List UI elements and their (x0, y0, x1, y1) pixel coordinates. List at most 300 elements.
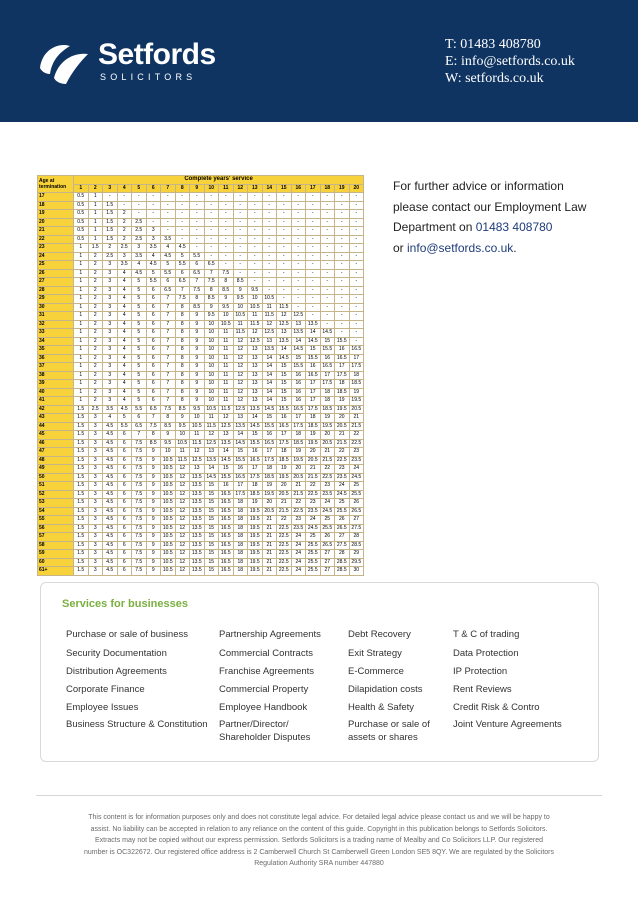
weeks-cell: 12 (219, 414, 234, 423)
weeks-cell: 6 (117, 482, 132, 491)
weeks-cell: 3 (88, 541, 103, 550)
weeks-cell: 12 (175, 533, 190, 542)
weeks-cell: 14.5 (291, 346, 306, 355)
weeks-cell: - (262, 193, 277, 202)
weeks-cell: 7 (161, 363, 176, 372)
weeks-cell: 7.5 (132, 516, 147, 525)
weeks-cell: - (262, 244, 277, 253)
weeks-cell: - (277, 278, 292, 287)
weeks-cell: 5 (132, 278, 147, 287)
weeks-cell: - (219, 227, 234, 236)
weeks-cell: 9.5 (219, 303, 234, 312)
weeks-cell: 3 (103, 261, 118, 270)
weeks-cell: - (204, 201, 219, 210)
weeks-cell: 4 (117, 388, 132, 397)
weeks-cell: 7.5 (132, 541, 147, 550)
weeks-cell: 6 (117, 465, 132, 474)
weeks-cell: 24 (291, 541, 306, 550)
weeks-cell: 13 (190, 465, 205, 474)
weeks-cell: 14.5 (204, 473, 219, 482)
weeks-cell: 27 (320, 567, 335, 576)
table-row (38, 388, 364, 397)
weeks-cell: 22.5 (277, 567, 292, 576)
weeks-cell: 10.5 (161, 541, 176, 550)
weeks-cell: 1 (74, 329, 89, 338)
weeks-cell: - (335, 244, 350, 253)
weeks-cell: - (277, 227, 292, 236)
table-row (38, 210, 364, 219)
weeks-cell: - (291, 252, 306, 261)
weeks-cell: - (161, 201, 176, 210)
weeks-cell: 12 (175, 499, 190, 508)
weeks-cell: - (335, 329, 350, 338)
weeks-cell: - (161, 210, 176, 219)
weeks-cell: 3 (88, 516, 103, 525)
year-header: 20 (349, 184, 364, 193)
weeks-cell: 16.5 (219, 507, 234, 516)
weeks-cell: - (349, 329, 364, 338)
weeks-cell: 22 (335, 448, 350, 457)
weeks-cell: 3 (88, 456, 103, 465)
weeks-cell: 16 (291, 388, 306, 397)
table-row (38, 346, 364, 355)
weeks-cell: 3 (88, 448, 103, 457)
service-item: IP Protection (453, 666, 508, 677)
weeks-cell: 1.5 (103, 201, 118, 210)
weeks-cell: 18.5 (335, 388, 350, 397)
weeks-cell: - (335, 286, 350, 295)
weeks-cell: 24 (320, 499, 335, 508)
weeks-cell: 3 (88, 422, 103, 431)
weeks-cell: 6 (146, 320, 161, 329)
weeks-cell: - (262, 278, 277, 287)
advice-line1: For further advice or information (393, 179, 564, 193)
weeks-cell: 20.5 (335, 422, 350, 431)
weeks-cell: 3 (88, 507, 103, 516)
weeks-cell: 9 (175, 414, 190, 423)
advice-line3 (393, 217, 633, 238)
weeks-cell: 14.5 (306, 337, 321, 346)
weeks-cell: 13.5 (190, 558, 205, 567)
weeks-cell: 0.5 (74, 201, 89, 210)
weeks-cell: 11 (190, 431, 205, 440)
weeks-cell: 12 (233, 371, 248, 380)
weeks-cell: 18.5 (248, 490, 263, 499)
weeks-cell: 11.5 (248, 320, 263, 329)
year-header: 7 (161, 184, 176, 193)
weeks-cell: 3 (103, 269, 118, 278)
weeks-cell: - (291, 244, 306, 253)
weeks-cell: 12.5 (248, 337, 263, 346)
weeks-cell: 15.5 (320, 346, 335, 355)
weeks-cell: 1.5 (74, 533, 89, 542)
weeks-cell: 2.5 (117, 244, 132, 253)
weeks-cell: - (335, 320, 350, 329)
weeks-cell: 6 (146, 312, 161, 321)
weeks-cell: 12 (233, 397, 248, 406)
weeks-cell: 22.5 (291, 507, 306, 516)
weeks-cell: 1 (74, 397, 89, 406)
weeks-cell: 2 (117, 227, 132, 236)
weeks-cell: - (320, 269, 335, 278)
weeks-cell: - (103, 193, 118, 202)
weeks-cell: 2 (117, 235, 132, 244)
services-title: Services for businesses (62, 598, 188, 610)
weeks-cell: 2.5 (132, 235, 147, 244)
weeks-cell: 20 (262, 499, 277, 508)
weeks-cell: 9 (146, 507, 161, 516)
weeks-cell: 6 (190, 261, 205, 270)
weeks-cell: 3 (103, 380, 118, 389)
weeks-cell: 4.5 (117, 405, 132, 414)
year-header: 19 (335, 184, 350, 193)
weeks-cell: 13.5 (190, 550, 205, 559)
year-header: 4 (117, 184, 132, 193)
weeks-cell: 3 (103, 320, 118, 329)
weeks-cell: - (204, 252, 219, 261)
weeks-cell: 13.5 (190, 541, 205, 550)
weeks-cell: 9 (146, 499, 161, 508)
weeks-cell: 2 (88, 295, 103, 304)
weeks-cell: 16.5 (349, 346, 364, 355)
weeks-cell: 8 (175, 371, 190, 380)
weeks-cell: 13.5 (190, 567, 205, 576)
weeks-cell: 17 (277, 431, 292, 440)
weeks-cell: - (306, 295, 321, 304)
weeks-cell: 3 (103, 295, 118, 304)
weeks-cell: 16 (219, 482, 234, 491)
weeks-cell: 13 (248, 363, 263, 372)
weeks-cell: 4.5 (103, 541, 118, 550)
weeks-cell: 1.5 (103, 227, 118, 236)
weeks-cell: 6 (117, 567, 132, 576)
age-cell: 20 (38, 218, 74, 227)
weeks-cell: 4 (117, 329, 132, 338)
weeks-cell: 10.5 (161, 507, 176, 516)
weeks-cell: 23.5 (349, 456, 364, 465)
weeks-cell: 25.5 (335, 507, 350, 516)
weeks-cell: 11.5 (219, 405, 234, 414)
weeks-cell: 18.5 (349, 380, 364, 389)
weeks-cell: 15 (291, 354, 306, 363)
weeks-cell: 2 (88, 371, 103, 380)
weeks-cell: 7.5 (132, 499, 147, 508)
weeks-cell: 10 (204, 329, 219, 338)
weeks-cell: 13.5 (190, 524, 205, 533)
weeks-cell: 4.5 (103, 499, 118, 508)
weeks-cell: 14 (262, 380, 277, 389)
weeks-cell: 13 (291, 320, 306, 329)
weeks-cell: 3 (88, 431, 103, 440)
weeks-cell: 11 (175, 448, 190, 457)
table-row (38, 380, 364, 389)
weeks-cell: - (248, 218, 263, 227)
weeks-cell: 16 (306, 363, 321, 372)
weeks-cell: 15.5 (262, 422, 277, 431)
weeks-cell: - (320, 244, 335, 253)
weeks-cell: 25.5 (306, 550, 321, 559)
weeks-cell: 18 (349, 371, 364, 380)
weeks-cell: 4 (117, 371, 132, 380)
weeks-cell: 12 (248, 329, 263, 338)
age-cell: 39 (38, 380, 74, 389)
weeks-cell: - (349, 278, 364, 287)
weeks-cell: 6.5 (146, 405, 161, 414)
weeks-cell: 28.5 (349, 541, 364, 550)
weeks-cell: 1.5 (74, 405, 89, 414)
age-cell: 61+ (38, 567, 74, 576)
weeks-cell: 7 (161, 303, 176, 312)
age-cell: 35 (38, 346, 74, 355)
age-cell: 33 (38, 329, 74, 338)
weeks-cell: 13.5 (190, 499, 205, 508)
weeks-cell: 15 (262, 414, 277, 423)
weeks-cell: 13.5 (190, 533, 205, 542)
weeks-cell: 7.5 (132, 465, 147, 474)
weeks-cell: 0.5 (74, 210, 89, 219)
weeks-cell: 20 (306, 448, 321, 457)
weeks-cell: 3 (103, 346, 118, 355)
weeks-cell: 17.5 (233, 490, 248, 499)
weeks-cell: 9 (190, 388, 205, 397)
weeks-cell: 11 (219, 346, 234, 355)
age-cell: 26 (38, 269, 74, 278)
weeks-cell: - (349, 193, 364, 202)
weeks-cell: 13.5 (190, 516, 205, 525)
weeks-cell: 16 (291, 397, 306, 406)
weeks-cell: 13.5 (277, 337, 292, 346)
weeks-cell: 10 (233, 303, 248, 312)
weeks-cell: 20 (320, 431, 335, 440)
footer-disclaimer: This content is for information purposes only and does not constitute legal advice. For detailed legal advice please contact us and we will be happy to assist. No liability can be accepted in relation to any reliance on the content of this guide. Copyright in this publication belongs to Setfords Solicitors. Extracts may not be copied without our express permission. Setfords Solicitors is a trading name of Mealby and Co Solicitors LLP. Our registered number is OC322672. Our registered office address is 2 Camberwell Church St Camberwell Green London SE5 8QY. We are regulated by the Solicitors Regulation Authority SRA number 447880 (84, 814, 555, 868)
weeks-cell: 9 (190, 371, 205, 380)
weeks-cell: 5.5 (190, 252, 205, 261)
weeks-cell: 12 (233, 346, 248, 355)
weeks-cell: 14 (262, 388, 277, 397)
weeks-cell: - (320, 252, 335, 261)
service-item: Partnership Agreements (219, 629, 321, 640)
weeks-cell: 7.5 (132, 558, 147, 567)
weeks-cell: 8 (175, 380, 190, 389)
weeks-cell: 1.5 (74, 431, 89, 440)
weeks-cell: 1.5 (74, 439, 89, 448)
advice-email-link[interactable]: info@setfords.co.uk (407, 240, 514, 255)
weeks-cell: 15 (277, 371, 292, 380)
weeks-cell: 23.5 (335, 473, 350, 482)
weeks-cell: 10.5 (161, 533, 176, 542)
weeks-cell: 1 (74, 363, 89, 372)
weeks-cell: 1 (74, 312, 89, 321)
weeks-cell: 9.5 (175, 422, 190, 431)
weeks-cell: 27 (349, 516, 364, 525)
weeks-cell: 22.5 (277, 524, 292, 533)
weeks-cell: 7 (161, 371, 176, 380)
weeks-cell: 19.5 (248, 567, 263, 576)
weeks-cell: 1.5 (74, 456, 89, 465)
weeks-cell: 4 (117, 312, 132, 321)
table-row (38, 278, 364, 287)
weeks-cell: 5 (132, 363, 147, 372)
weeks-cell: 9 (146, 550, 161, 559)
weeks-cell: 3 (103, 337, 118, 346)
weeks-cell: 14.5 (248, 422, 263, 431)
weeks-cell: 14 (306, 329, 321, 338)
weeks-cell: - (204, 244, 219, 253)
year-header: 8 (175, 184, 190, 193)
service-item: Employee Issues (66, 702, 139, 713)
weeks-cell: 4 (117, 346, 132, 355)
weeks-cell: 26.5 (335, 524, 350, 533)
weeks-cell: 10.5 (161, 456, 176, 465)
weeks-cell: 9 (190, 337, 205, 346)
weeks-cell: - (175, 227, 190, 236)
weeks-cell: - (204, 218, 219, 227)
table-row (38, 439, 364, 448)
weeks-cell: 0.5 (74, 193, 89, 202)
weeks-cell: - (219, 201, 234, 210)
service-item: Distribution Agreements (66, 666, 167, 677)
weeks-cell: 5 (132, 320, 147, 329)
weeks-cell: 10 (204, 380, 219, 389)
weeks-cell: 7.5 (132, 473, 147, 482)
weeks-cell: 5.5 (132, 405, 147, 414)
weeks-cell: 21 (262, 533, 277, 542)
weeks-cell: 16 (320, 354, 335, 363)
weeks-cell: 2 (88, 286, 103, 295)
weeks-cell: 3 (103, 371, 118, 380)
weeks-cell: 5 (132, 295, 147, 304)
weeks-cell: 4.5 (103, 490, 118, 499)
weeks-cell: 12 (175, 541, 190, 550)
weeks-cell: 8 (175, 320, 190, 329)
weeks-cell: 14 (204, 465, 219, 474)
weeks-cell: 10 (204, 320, 219, 329)
weeks-cell: 12 (204, 431, 219, 440)
weeks-cell: 6 (117, 516, 132, 525)
weeks-cell: 9 (146, 482, 161, 491)
service-item: Rent Reviews (453, 684, 512, 695)
weeks-cell: - (262, 201, 277, 210)
weeks-cell: 15 (320, 337, 335, 346)
weeks-cell: 17.5 (248, 473, 263, 482)
age-cell: 59 (38, 550, 74, 559)
weeks-cell: 2 (103, 244, 118, 253)
weeks-cell: 14 (262, 397, 277, 406)
table-row (38, 465, 364, 474)
weeks-cell: 1.5 (74, 414, 89, 423)
weeks-cell: - (233, 235, 248, 244)
weeks-cell: - (146, 210, 161, 219)
weeks-cell: 9 (146, 524, 161, 533)
table-row (38, 558, 364, 567)
table-row (38, 371, 364, 380)
advice-line4-prefix: or (393, 240, 408, 255)
weeks-cell: - (320, 201, 335, 210)
weeks-cell: 23 (306, 499, 321, 508)
weeks-cell: 4 (117, 269, 132, 278)
weeks-cell: 5 (132, 346, 147, 355)
table-row (38, 337, 364, 346)
weeks-cell: 3 (103, 329, 118, 338)
weeks-cell: 19.5 (248, 550, 263, 559)
weeks-cell: 4.5 (103, 558, 118, 567)
weeks-cell: 10 (204, 346, 219, 355)
table-row (38, 201, 364, 210)
footer-divider (36, 795, 602, 796)
weeks-cell: 22 (320, 465, 335, 474)
weeks-cell: 8.5 (175, 405, 190, 414)
table-row (38, 397, 364, 406)
weeks-cell: 2.5 (132, 227, 147, 236)
age-header-line2: termination (39, 184, 67, 190)
weeks-cell: - (219, 218, 234, 227)
table-row (38, 218, 364, 227)
weeks-cell: 17.5 (335, 371, 350, 380)
weeks-cell: 1.5 (74, 524, 89, 533)
weeks-cell: 4.5 (175, 244, 190, 253)
weeks-cell: 7 (161, 354, 176, 363)
weeks-cell: 13 (277, 329, 292, 338)
weeks-cell: 2 (88, 354, 103, 363)
age-cell: 54 (38, 507, 74, 516)
weeks-cell: 21.5 (291, 490, 306, 499)
weeks-cell: 4 (132, 261, 147, 270)
weeks-cell: 3 (103, 303, 118, 312)
weeks-cell: 21 (335, 431, 350, 440)
weeks-cell: - (248, 210, 263, 219)
weeks-cell: - (204, 193, 219, 202)
weeks-cell: 15 (233, 448, 248, 457)
weeks-cell: 7 (190, 278, 205, 287)
weeks-cell: 24.5 (349, 473, 364, 482)
weeks-cell: - (262, 252, 277, 261)
weeks-cell: 0.5 (74, 235, 89, 244)
weeks-cell: 6 (146, 380, 161, 389)
weeks-cell: 17 (262, 448, 277, 457)
weeks-cell: 24 (291, 558, 306, 567)
weeks-cell: 12 (233, 388, 248, 397)
weeks-cell: 1.5 (74, 482, 89, 491)
weeks-cell: 6 (146, 388, 161, 397)
weeks-cell: 10.5 (161, 499, 176, 508)
redundancy-table (37, 175, 363, 573)
table-row (38, 269, 364, 278)
weeks-cell: - (320, 235, 335, 244)
weeks-cell: 4.5 (161, 252, 176, 261)
weeks-cell: 13.5 (219, 439, 234, 448)
weeks-cell: 7.5 (219, 269, 234, 278)
weeks-cell: 2 (88, 337, 103, 346)
weeks-cell: 4 (103, 414, 118, 423)
weeks-cell: 3.5 (103, 405, 118, 414)
weeks-cell: 29.5 (349, 558, 364, 567)
weeks-cell: 20 (277, 482, 292, 491)
weeks-cell: 9 (146, 465, 161, 474)
weeks-cell: 11 (219, 397, 234, 406)
weeks-cell: 16.5 (248, 456, 263, 465)
weeks-cell: 21 (262, 516, 277, 525)
weeks-cell: - (335, 269, 350, 278)
weeks-cell: - (335, 235, 350, 244)
weeks-cell: 3 (146, 235, 161, 244)
weeks-cell: 6 (117, 473, 132, 482)
weeks-cell: - (335, 261, 350, 270)
weeks-cell: 9 (219, 295, 234, 304)
table-row (38, 303, 364, 312)
weeks-cell: 6 (117, 533, 132, 542)
weeks-cell: 3 (88, 482, 103, 491)
weeks-cell: 4 (117, 303, 132, 312)
